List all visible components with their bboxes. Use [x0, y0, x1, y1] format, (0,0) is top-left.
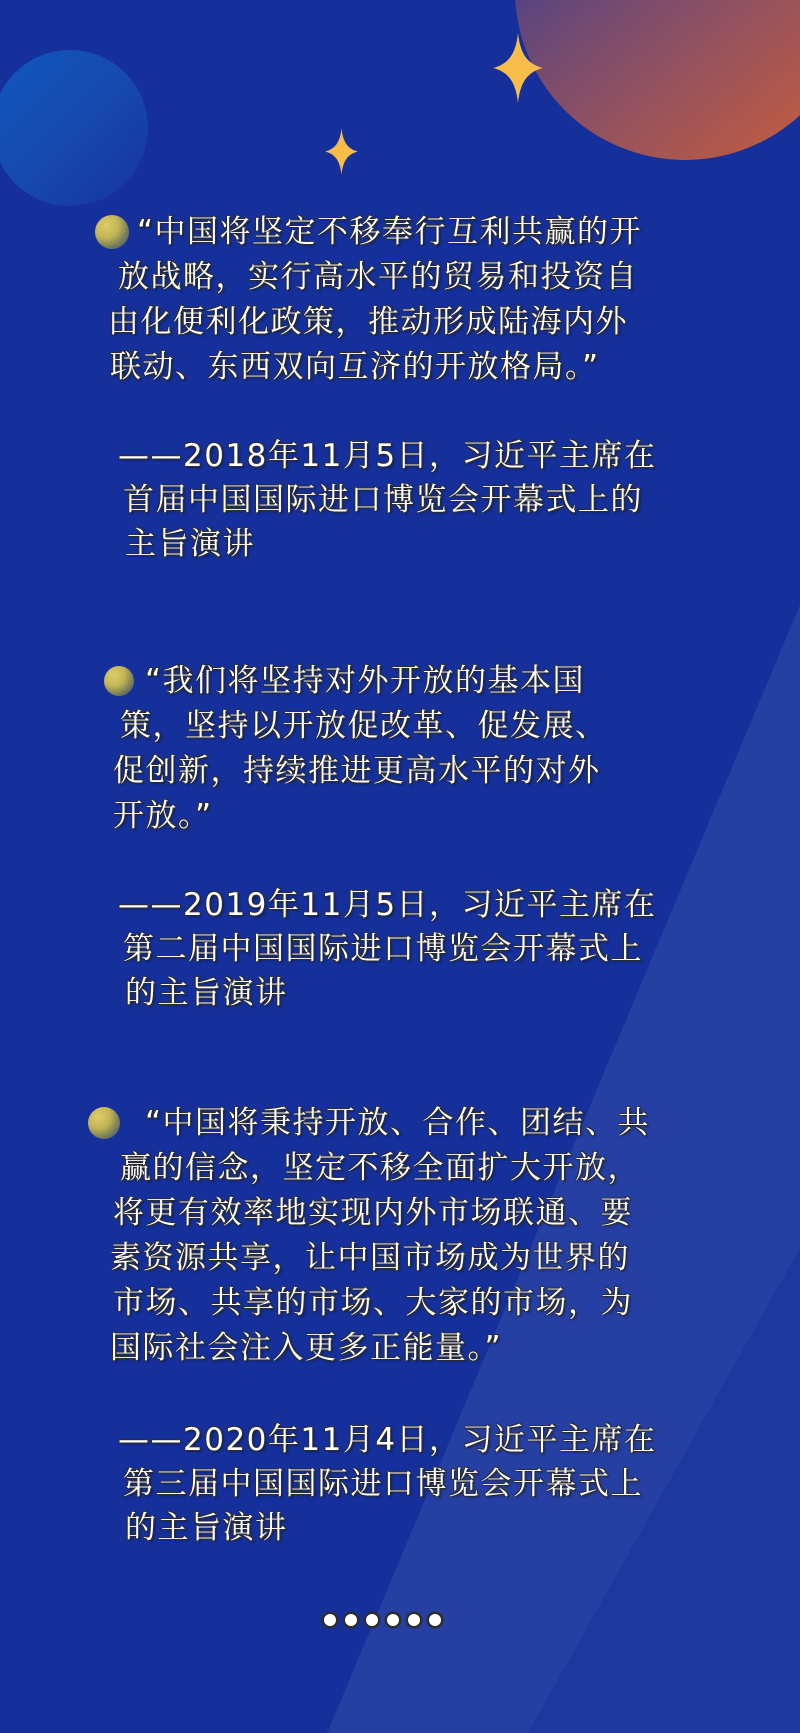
quote-line: 促创新，持续推进更高水平的对外 [113, 753, 601, 789]
decor-circle-orange [515, 0, 800, 160]
attribution-line: 主旨演讲 [125, 526, 255, 562]
quote-block-2019 [113, 659, 608, 839]
ellipsis-dot [345, 1614, 357, 1626]
quote-block-2018 [108, 210, 642, 390]
quote-line: 由化便利化政策，推动形成陆海内外 [108, 304, 628, 340]
attribution-2019 [118, 883, 657, 1015]
quote-line: 联动、东西双向互济的开放格局。” [110, 349, 600, 385]
attribution-line: 的主旨演讲 [125, 1510, 288, 1546]
ellipsis-dot [366, 1614, 378, 1626]
quote-line: “我们将坚持对外开放的基本国 [145, 663, 586, 699]
quote-block-2020 [110, 1101, 650, 1371]
quote-line: 市场、共享的市场、大家的市场，为 [113, 1285, 633, 1321]
ellipsis-dot [429, 1614, 441, 1626]
attribution-line: ——2018年11月5日，习近平主席在 [118, 438, 657, 474]
quote-line: 赢的信念，坚定不移全面扩大开放， [120, 1150, 640, 1186]
sparkle-star-small-icon [325, 128, 358, 175]
quote-line: “中国将坚定不移奉行互利共赢的开 [137, 214, 643, 250]
quote-line: 国际社会注入更多正能量。” [110, 1330, 503, 1366]
ellipsis-row [324, 1614, 441, 1626]
attribution-line: 首届中国国际进口博览会开幕式上的 [123, 482, 643, 518]
ellipsis-dot [324, 1614, 336, 1626]
attribution-2018 [118, 434, 657, 566]
attribution-line: ——2020年11月4日，习近平主席在 [118, 1422, 657, 1458]
quote-line: “中国将秉持开放、合作、团结、共 [145, 1105, 651, 1141]
decor-circle-blue [0, 50, 148, 206]
ellipsis-dot [387, 1614, 399, 1626]
sparkle-star-large-icon [493, 31, 543, 105]
quote-line: 策，坚持以开放促改革、促发展、 [120, 708, 608, 744]
attribution-line: 第三届中国国际进口博览会开幕式上 [123, 1466, 643, 1502]
attribution-line: ——2019年11月5日，习近平主席在 [118, 887, 657, 923]
quote-line: 将更有效率地实现内外市场联通、要 [113, 1195, 633, 1231]
attribution-2020 [118, 1418, 657, 1550]
attribution-line: 的主旨演讲 [125, 975, 288, 1011]
quote-line: 放战略，实行高水平的贸易和投资自 [118, 259, 638, 295]
ellipsis-dot [408, 1614, 420, 1626]
attribution-line: 第二届中国国际进口博览会开幕式上 [123, 931, 643, 967]
quote-line: 素资源共享，让中国市场成为世界的 [110, 1240, 630, 1276]
quote-line: 开放。” [113, 798, 213, 834]
